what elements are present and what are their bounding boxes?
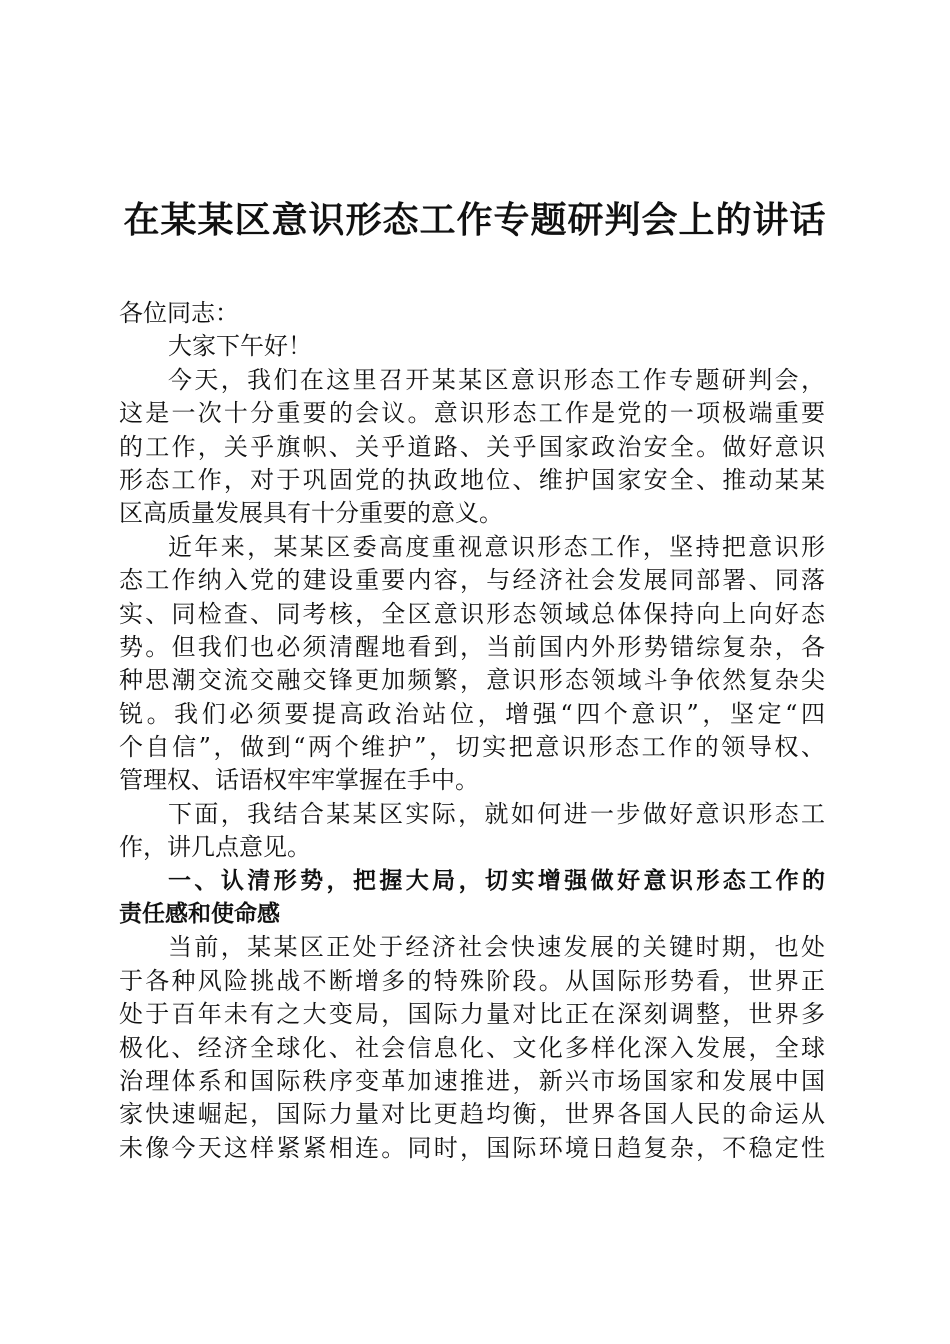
paragraph-line: 作，讲几点意见。: [119, 833, 311, 862]
paragraph-line: 于各种风险挑战不断增多的特殊阶段。从国际形势看，世界正: [119, 966, 825, 995]
document-title: 在某某区意识形态工作专题研判会上的讲话: [123, 199, 827, 241]
paragraph-current-situation: [119, 931, 825, 1165]
paragraph-opening: [119, 364, 825, 531]
paragraph-line: 种思潮交流交融交锋更加频繁，意识形态领域斗争依然复杂尖: [119, 666, 825, 695]
paragraph-line: 未像今天这样紧紧相连。同时，国际环境日趋复杂，不稳定性: [119, 1133, 825, 1162]
paragraph-line: 势。但我们也必须清醒地看到，当前国内外形势错综复杂，各: [119, 632, 825, 661]
paragraph-line: 管理权、话语权牢牢掌握在手中。: [119, 766, 479, 795]
greeting: 大家下午好！: [168, 332, 312, 361]
paragraph-line: 当前，某某区正处于经济社会快速发展的关键时期，也处: [168, 933, 825, 962]
paragraph-line: 今天，我们在这里召开某某区意识形态工作专题研判会，: [168, 365, 825, 394]
paragraph-line: 实、同检查、同考核，全区意识形态领域总体保持向上向好态: [119, 599, 825, 628]
paragraph-line: 下面，我结合某某区实际，就如何进一步做好意识形态工: [168, 799, 825, 828]
paragraph-line: 极化、经济全球化、社会信息化、文化多样化深入发展，全球: [119, 1033, 825, 1062]
salutation: 各位同志：: [119, 299, 239, 327]
paragraph-line: 锐。我们必须要提高政治站位，增强“四个意识”，坚定“四: [119, 699, 825, 728]
heading-line: 一、认清形势，把握大局，切实增强做好意识形态工作的: [168, 867, 825, 894]
paragraph-line: 这是一次十分重要的会议。意识形态工作是党的一项极端重要: [119, 399, 825, 428]
speech-body: [119, 297, 825, 1165]
paragraph-line: 区高质量发展具有十分重要的意义。: [119, 499, 503, 528]
paragraph-line: 形态工作，对于巩固党的执政地位、维护国家安全、推动某某: [119, 465, 825, 494]
paragraph-line: 近年来，某某区委高度重视意识形态工作，坚持把意识形: [168, 532, 825, 561]
paragraph-line: 个自信”，做到“两个维护”，切实把意识形态工作的领导权、: [119, 733, 825, 762]
paragraph-line: 处于百年未有之大变局，国际力量对比正在深刻调整，世界多: [119, 1000, 825, 1029]
section-heading-1: [119, 865, 825, 932]
paragraph-line: 家快速崛起，国际力量对比更趋均衡，世界各国人民的命运从: [119, 1100, 825, 1129]
paragraph-transition: [119, 798, 825, 865]
paragraph-line: 态工作纳入党的建设重要内容，与经济社会发展同部署、同落: [119, 566, 825, 595]
paragraph-recent-years: [119, 531, 825, 798]
paragraph-line: 治理体系和国际秩序变革加速推进，新兴市场国家和发展中国: [119, 1066, 825, 1095]
paragraph-line: 的工作，关乎旗帜、关乎道路、关乎国家政治安全。做好意识: [119, 432, 825, 461]
heading-line: 责任感和使命感: [119, 901, 280, 928]
